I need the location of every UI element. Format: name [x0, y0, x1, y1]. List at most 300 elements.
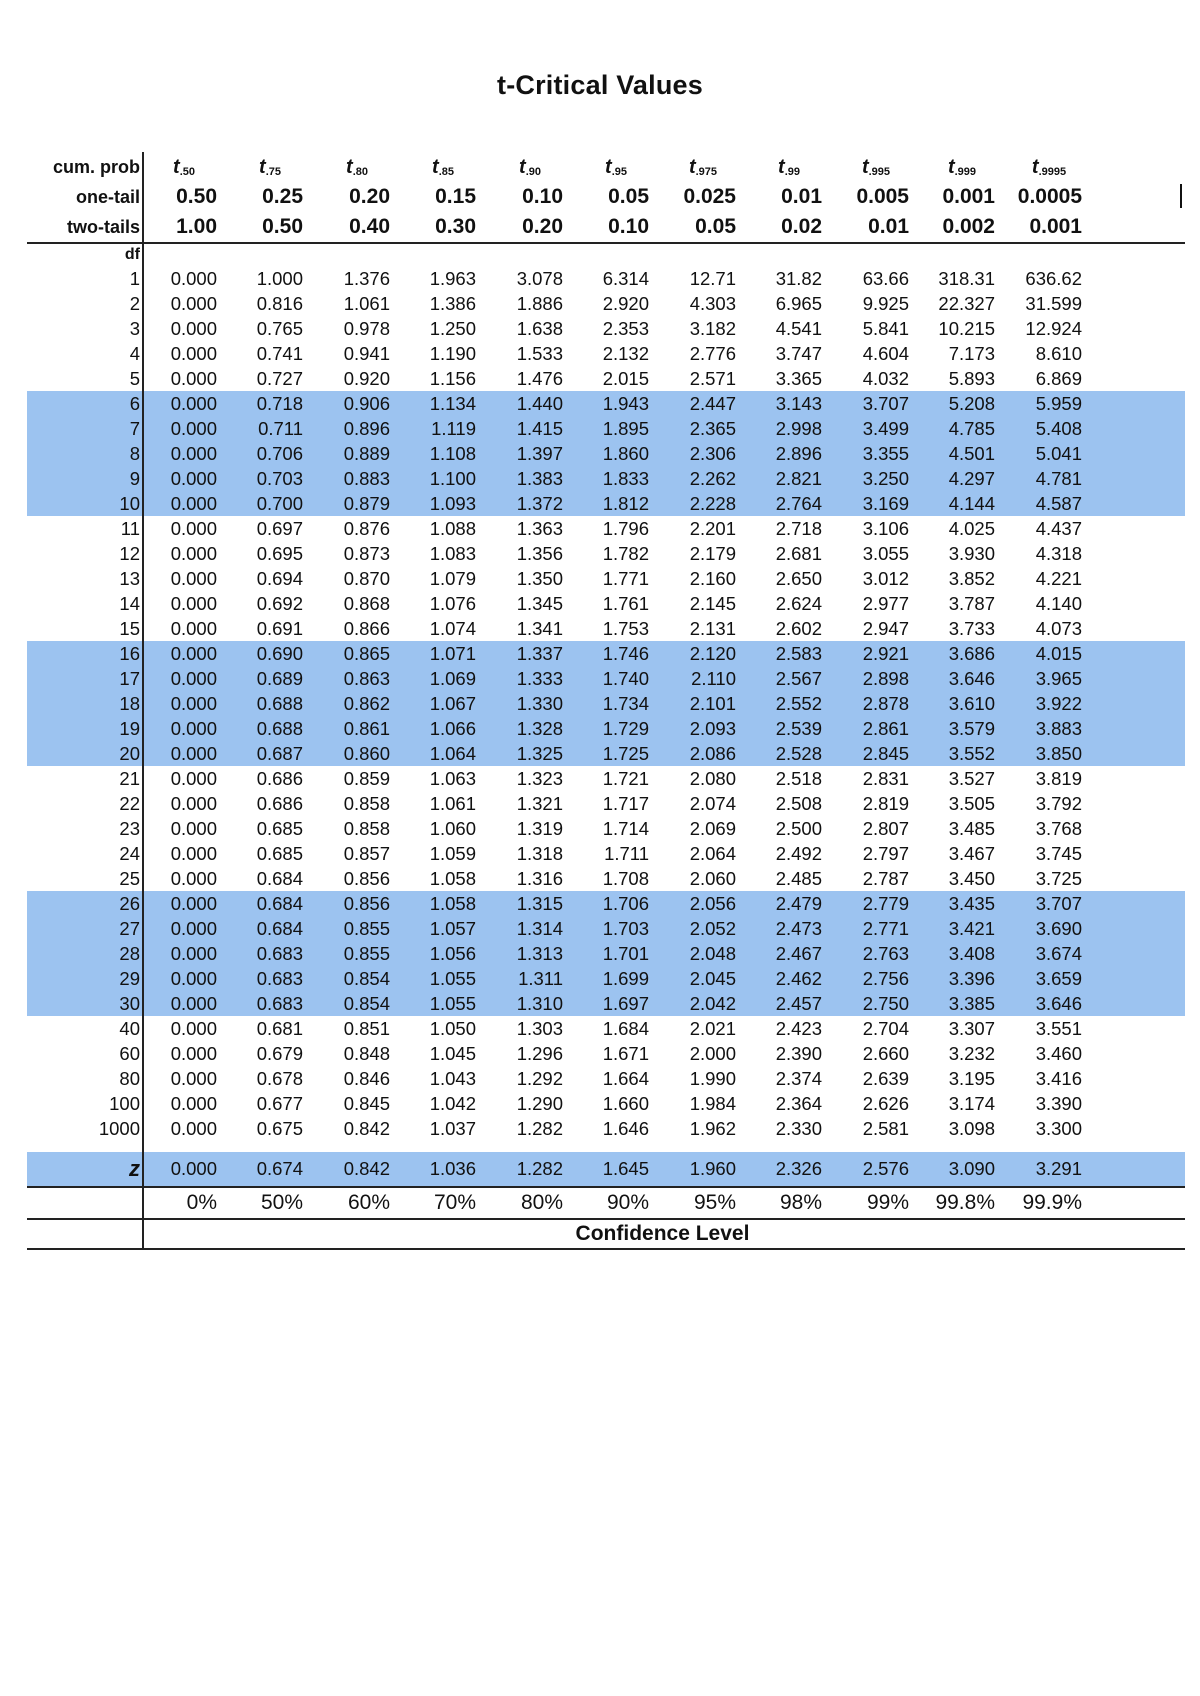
confidence-level-value: 50% [260, 1191, 303, 1214]
critical-value: 5.041 [1035, 443, 1082, 464]
critical-value: 0.978 [343, 318, 390, 339]
critical-value: 0.686 [256, 793, 303, 814]
critical-value: 3.174 [948, 1093, 995, 1114]
critical-value: 2.021 [689, 1018, 736, 1039]
critical-value: 2.977 [862, 593, 909, 614]
critical-value: 1.323 [516, 768, 563, 789]
one-tail-value: 0.15 [435, 185, 476, 208]
critical-value: 2.771 [862, 918, 909, 939]
critical-value: 1.282 [516, 1118, 563, 1139]
critical-value: 2.920 [602, 293, 649, 314]
critical-value: 0.861 [343, 718, 390, 739]
t-subscript: .85 [438, 166, 454, 178]
critical-value: 12.71 [689, 268, 736, 289]
critical-value: 2.457 [775, 993, 822, 1014]
critical-value: 0.685 [256, 843, 303, 864]
critical-value: 1.250 [429, 318, 476, 339]
critical-value: 0.000 [170, 1068, 217, 1089]
critical-value: 3.232 [948, 1043, 995, 1064]
critical-value: 1.984 [689, 1093, 736, 1114]
critical-value: 2.779 [862, 893, 909, 914]
table-row [27, 566, 1185, 591]
critical-value: 0.854 [343, 993, 390, 1014]
critical-value: 1.093 [429, 493, 476, 514]
critical-value: 2.898 [862, 668, 909, 689]
critical-value: 1.990 [689, 1068, 736, 1089]
critical-value: 1.063 [429, 768, 476, 789]
critical-value: 1.000 [256, 268, 303, 289]
two-tails-value: 1.00 [176, 215, 217, 238]
critical-value: 0.683 [256, 993, 303, 1014]
table-row [27, 441, 1185, 466]
text-cursor [1180, 184, 1182, 208]
one-tail-value: 0.025 [683, 185, 736, 208]
critical-value: 1.296 [516, 1043, 563, 1064]
critical-value: 0.690 [256, 643, 303, 664]
column-heading-t [917, 152, 1007, 182]
column-heading-t [139, 152, 229, 182]
critical-value: 2.056 [689, 893, 736, 914]
critical-value: 1.746 [602, 643, 649, 664]
critical-value: 1.076 [429, 593, 476, 614]
table-divider [142, 152, 144, 1250]
critical-value: 1.708 [602, 868, 649, 889]
critical-value: 3.106 [862, 518, 909, 539]
critical-value: 4.140 [1035, 593, 1082, 614]
critical-value: 3.686 [948, 643, 995, 664]
critical-value: 3.852 [948, 568, 995, 589]
critical-value: 2.145 [689, 593, 736, 614]
critical-value: 1.083 [429, 543, 476, 564]
critical-value: 2.306 [689, 443, 736, 464]
critical-value: 2.878 [862, 693, 909, 714]
critical-value: 3.745 [1035, 843, 1082, 864]
confidence-level-value: 0% [186, 1191, 217, 1214]
df-value: 40 [119, 1018, 140, 1039]
t-symbol: t [861, 156, 869, 178]
critical-value: 0.000 [170, 593, 217, 614]
table-row [27, 591, 1185, 616]
column-heading-t [312, 152, 402, 182]
critical-value: 1.725 [602, 743, 649, 764]
critical-value: 2.042 [689, 993, 736, 1014]
critical-value: 1.045 [429, 1043, 476, 1064]
critical-value: 2.060 [689, 868, 736, 889]
critical-value: 1.190 [429, 343, 476, 364]
critical-value: 1.664 [602, 1068, 649, 1089]
z-label: z [129, 1156, 140, 1181]
critical-value: 0.685 [256, 818, 303, 839]
critical-value: 3.551 [1035, 1018, 1082, 1039]
df-value: 20 [119, 743, 140, 764]
critical-value: 2.845 [862, 743, 909, 764]
critical-value: 0.889 [343, 443, 390, 464]
z-value: 3.291 [1035, 1158, 1082, 1179]
critical-value: 1.671 [602, 1043, 649, 1064]
critical-value: 1.311 [518, 968, 563, 989]
critical-value: 3.505 [948, 793, 995, 814]
critical-value: 2.131 [689, 618, 736, 639]
df-value: 26 [119, 893, 140, 914]
critical-value: 2.718 [775, 518, 822, 539]
critical-value: 2.074 [689, 793, 736, 814]
critical-value: 1.290 [516, 1093, 563, 1114]
critical-value: 3.883 [1035, 718, 1082, 739]
critical-value: 0.688 [256, 693, 303, 714]
critical-value: 1.061 [429, 793, 476, 814]
table-row [27, 341, 1185, 366]
critical-value: 6.869 [1035, 368, 1082, 389]
critical-value: 4.437 [1035, 518, 1082, 539]
critical-value: 1.886 [516, 293, 563, 314]
two-tails-label: two-tails [66, 217, 140, 237]
df-value: 21 [119, 768, 140, 789]
t-subscript: .995 [868, 166, 891, 178]
critical-value: 318.31 [938, 268, 995, 289]
critical-value: 2.110 [691, 668, 736, 689]
critical-value: 3.725 [1035, 868, 1082, 889]
critical-value: 1.717 [602, 793, 649, 814]
critical-value: 2.101 [689, 693, 736, 714]
confidence-level-value: 70% [433, 1191, 476, 1214]
critical-value: 1.895 [602, 418, 649, 439]
critical-value: 0.000 [170, 693, 217, 714]
critical-value: 1.721 [602, 768, 649, 789]
critical-value: 4.303 [689, 293, 736, 314]
header-two-tails-row [27, 212, 1185, 242]
two-tails-value: 0.001 [1029, 215, 1082, 238]
critical-value: 1.037 [429, 1118, 476, 1139]
table-row [27, 991, 1185, 1016]
two-tails-value: 0.002 [942, 215, 995, 238]
critical-value: 3.659 [1035, 968, 1082, 989]
df-value: 13 [119, 568, 140, 589]
critical-value: 1.383 [516, 468, 563, 489]
critical-value: 1.134 [429, 393, 476, 414]
critical-value: 0.851 [343, 1018, 390, 1039]
critical-value: 2.602 [775, 618, 822, 639]
critical-value: 6.314 [602, 268, 649, 289]
t-symbol: t [605, 156, 612, 178]
critical-value: 0.000 [170, 1118, 217, 1139]
critical-value: 4.587 [1035, 493, 1082, 514]
table-row [27, 541, 1185, 566]
critical-value: 2.080 [689, 768, 736, 789]
critical-value: 0.000 [170, 468, 217, 489]
critical-value: 2.330 [775, 1118, 822, 1139]
table-row [27, 266, 1185, 291]
table-row [27, 291, 1185, 316]
df-value: 15 [119, 618, 140, 639]
critical-value: 3.674 [1035, 943, 1082, 964]
column-heading-t [1004, 152, 1094, 182]
critical-value: 1.415 [516, 418, 563, 439]
critical-value: 0.906 [343, 393, 390, 414]
critical-value: 0.684 [256, 918, 303, 939]
critical-value: 3.707 [862, 393, 909, 414]
critical-value: 3.460 [1035, 1043, 1082, 1064]
critical-value: 0.855 [343, 918, 390, 939]
critical-value: 3.450 [948, 868, 995, 889]
one-tail-value: 0.01 [781, 185, 822, 208]
critical-value: 2.015 [602, 368, 649, 389]
critical-value: 31.599 [1025, 293, 1082, 314]
critical-value: 1.356 [516, 543, 563, 564]
one-tail-value: 0.001 [942, 185, 995, 208]
critical-value: 2.228 [689, 493, 736, 514]
critical-value: 2.132 [602, 343, 649, 364]
confidence-level-value: 80% [520, 1191, 563, 1214]
critical-value: 0.816 [256, 293, 303, 314]
critical-value: 1.079 [429, 568, 476, 589]
critical-value: 1.860 [602, 443, 649, 464]
table-row [27, 616, 1185, 641]
critical-value: 3.421 [948, 918, 995, 939]
df-value: 10 [119, 493, 140, 514]
critical-value: 3.467 [948, 843, 995, 864]
confidence-level-value: 60% [347, 1191, 390, 1214]
critical-value: 2.831 [862, 768, 909, 789]
two-tails-value: 0.30 [435, 215, 476, 238]
critical-value: 3.690 [1035, 918, 1082, 939]
z-value: 0.674 [256, 1158, 303, 1179]
critical-value: 1.341 [516, 618, 563, 639]
critical-value: 1.476 [516, 368, 563, 389]
critical-value: 3.098 [948, 1118, 995, 1139]
critical-value: 2.048 [689, 943, 736, 964]
critical-value: 3.485 [948, 818, 995, 839]
critical-value: 2.365 [689, 418, 736, 439]
df-value: 29 [119, 968, 140, 989]
t-symbol: t [1031, 156, 1039, 178]
critical-value: 0.858 [343, 818, 390, 839]
table-row [27, 641, 1185, 666]
critical-value: 22.327 [938, 293, 995, 314]
critical-value: 1.699 [602, 968, 649, 989]
two-tails-value: 0.02 [781, 215, 822, 238]
critical-value: 0.000 [170, 418, 217, 439]
critical-value: 3.012 [862, 568, 909, 589]
t-symbol: t [519, 156, 526, 178]
critical-value: 3.250 [862, 468, 909, 489]
critical-value: 0.858 [343, 793, 390, 814]
t-subscript: .75 [265, 166, 281, 178]
table-row [27, 1091, 1185, 1116]
critical-value: 3.819 [1035, 768, 1082, 789]
critical-value: 4.785 [948, 418, 995, 439]
column-heading-t [831, 152, 921, 182]
critical-value: 2.947 [862, 618, 909, 639]
critical-value: 0.679 [256, 1043, 303, 1064]
critical-value: 1.372 [516, 493, 563, 514]
critical-value: 2.000 [689, 1043, 736, 1064]
critical-value: 3.195 [948, 1068, 995, 1089]
table-row [27, 766, 1185, 791]
critical-value: 1.711 [604, 843, 649, 864]
confidence-level-value: 99% [866, 1191, 909, 1214]
critical-value: 1.292 [516, 1068, 563, 1089]
critical-value: 12.924 [1025, 318, 1082, 339]
one-tail-value: 0.25 [262, 185, 303, 208]
df-value: 30 [119, 993, 140, 1014]
critical-value: 0.000 [170, 918, 217, 939]
critical-value: 636.62 [1025, 268, 1082, 289]
critical-value: 1.697 [602, 993, 649, 1014]
critical-value: 3.408 [948, 943, 995, 964]
critical-value: 2.704 [862, 1018, 909, 1039]
df-value: 100 [109, 1093, 140, 1114]
critical-value: 0.854 [343, 968, 390, 989]
critical-value: 1.376 [343, 268, 390, 289]
t-symbol: t [346, 156, 353, 178]
df-value: 23 [119, 818, 140, 839]
critical-value: 0.865 [343, 643, 390, 664]
critical-value: 3.307 [948, 1018, 995, 1039]
column-heading-t [744, 152, 834, 182]
critical-value: 1.761 [602, 593, 649, 614]
table-row [27, 966, 1185, 991]
df-value: 19 [119, 718, 140, 739]
z-value: 2.326 [775, 1158, 822, 1179]
critical-value: 0.691 [256, 618, 303, 639]
critical-value: 0.846 [343, 1068, 390, 1089]
critical-value: 2.552 [775, 693, 822, 714]
critical-value: 1.321 [516, 793, 563, 814]
two-tails-value: 0.05 [695, 215, 736, 238]
df-value: 7 [129, 418, 140, 439]
critical-value: 1.328 [516, 718, 563, 739]
two-tails-value: 0.10 [608, 215, 649, 238]
critical-value: 8.610 [1035, 343, 1082, 364]
critical-value: 2.776 [689, 343, 736, 364]
critical-value: 2.093 [689, 718, 736, 739]
critical-value: 1.333 [516, 668, 563, 689]
critical-value: 0.896 [343, 418, 390, 439]
critical-value: 1.319 [516, 818, 563, 839]
critical-value: 2.639 [862, 1068, 909, 1089]
df-value: 2 [129, 293, 140, 314]
critical-value: 1.734 [602, 693, 649, 714]
critical-value: 0.941 [343, 343, 390, 364]
critical-value: 1.729 [602, 718, 649, 739]
t-symbol: t [259, 156, 266, 178]
critical-value: 1.812 [602, 493, 649, 514]
critical-value: 0.688 [256, 718, 303, 739]
critical-value: 3.435 [948, 893, 995, 914]
critical-value: 1.345 [516, 593, 563, 614]
critical-value: 0.687 [256, 743, 303, 764]
critical-value: 2.756 [862, 968, 909, 989]
critical-value: 1.753 [602, 618, 649, 639]
critical-value: 0.000 [170, 543, 217, 564]
critical-value: 2.500 [775, 818, 822, 839]
critical-value: 1.701 [602, 943, 649, 964]
critical-value: 3.965 [1035, 668, 1082, 689]
critical-value: 3.143 [775, 393, 822, 414]
critical-value: 0.000 [170, 493, 217, 514]
critical-value: 3.646 [1035, 993, 1082, 1014]
critical-value: 0.000 [170, 768, 217, 789]
critical-value: 0.681 [256, 1018, 303, 1039]
df-label: df [124, 246, 140, 263]
critical-value: 1.316 [516, 868, 563, 889]
df-value: 25 [119, 868, 140, 889]
df-value: 80 [119, 1068, 140, 1089]
df-value: 1000 [98, 1118, 140, 1139]
df-value: 3 [129, 318, 140, 339]
critical-value: 1.061 [343, 293, 390, 314]
critical-value: 1.119 [431, 418, 476, 439]
critical-value: 1.050 [429, 1018, 476, 1039]
critical-value: 3.707 [1035, 893, 1082, 914]
df-value: 12 [119, 543, 140, 564]
critical-value: 2.571 [689, 368, 736, 389]
critical-value: 2.539 [775, 718, 822, 739]
critical-value: 1.440 [516, 393, 563, 414]
t-symbol: t [778, 156, 785, 178]
critical-value: 1.337 [516, 643, 563, 664]
two-tails-value: 0.20 [522, 215, 563, 238]
critical-value: 2.528 [775, 743, 822, 764]
critical-value: 3.078 [516, 268, 563, 289]
critical-value: 2.374 [775, 1068, 822, 1089]
critical-value: 2.998 [775, 418, 822, 439]
two-tails-value: 0.40 [349, 215, 390, 238]
t-subscript: .99 [784, 166, 800, 178]
confidence-label-row [27, 1220, 1185, 1250]
critical-value: 3.527 [948, 768, 995, 789]
critical-value: 0.000 [170, 518, 217, 539]
critical-value: 4.221 [1035, 568, 1082, 589]
critical-value: 1.064 [429, 743, 476, 764]
critical-value: 0.695 [256, 543, 303, 564]
df-value: 1 [129, 268, 140, 289]
df-value: 14 [119, 593, 140, 614]
critical-value: 4.025 [948, 518, 995, 539]
critical-value: 1.740 [602, 668, 649, 689]
critical-value: 4.318 [1035, 543, 1082, 564]
cum-prob-label: cum. prob [52, 157, 140, 177]
critical-value: 1.055 [429, 993, 476, 1014]
critical-value: 0.675 [256, 1118, 303, 1139]
critical-value: 2.473 [775, 918, 822, 939]
critical-value: 1.088 [429, 518, 476, 539]
critical-value: 2.262 [689, 468, 736, 489]
confidence-level-value: 99.8% [935, 1191, 995, 1214]
critical-value: 10.215 [938, 318, 995, 339]
t-subscript: .975 [695, 166, 718, 178]
critical-value: 3.055 [862, 543, 909, 564]
critical-value: 2.201 [689, 518, 736, 539]
table-row [27, 866, 1185, 891]
critical-value: 0.860 [343, 743, 390, 764]
critical-value: 0.000 [170, 443, 217, 464]
z-value: 1.036 [429, 1158, 476, 1179]
critical-value: 1.315 [516, 893, 563, 914]
critical-value: 0.765 [256, 318, 303, 339]
critical-value: 0.000 [170, 843, 217, 864]
critical-value: 2.462 [775, 968, 822, 989]
critical-value: 1.833 [602, 468, 649, 489]
critical-value: 1.943 [602, 393, 649, 414]
table-row [27, 1116, 1185, 1141]
critical-value: 4.781 [1035, 468, 1082, 489]
critical-value: 0.856 [343, 893, 390, 914]
critical-value: 3.390 [1035, 1093, 1082, 1114]
critical-value: 2.861 [862, 718, 909, 739]
critical-value: 2.821 [775, 468, 822, 489]
critical-value: 1.060 [429, 818, 476, 839]
